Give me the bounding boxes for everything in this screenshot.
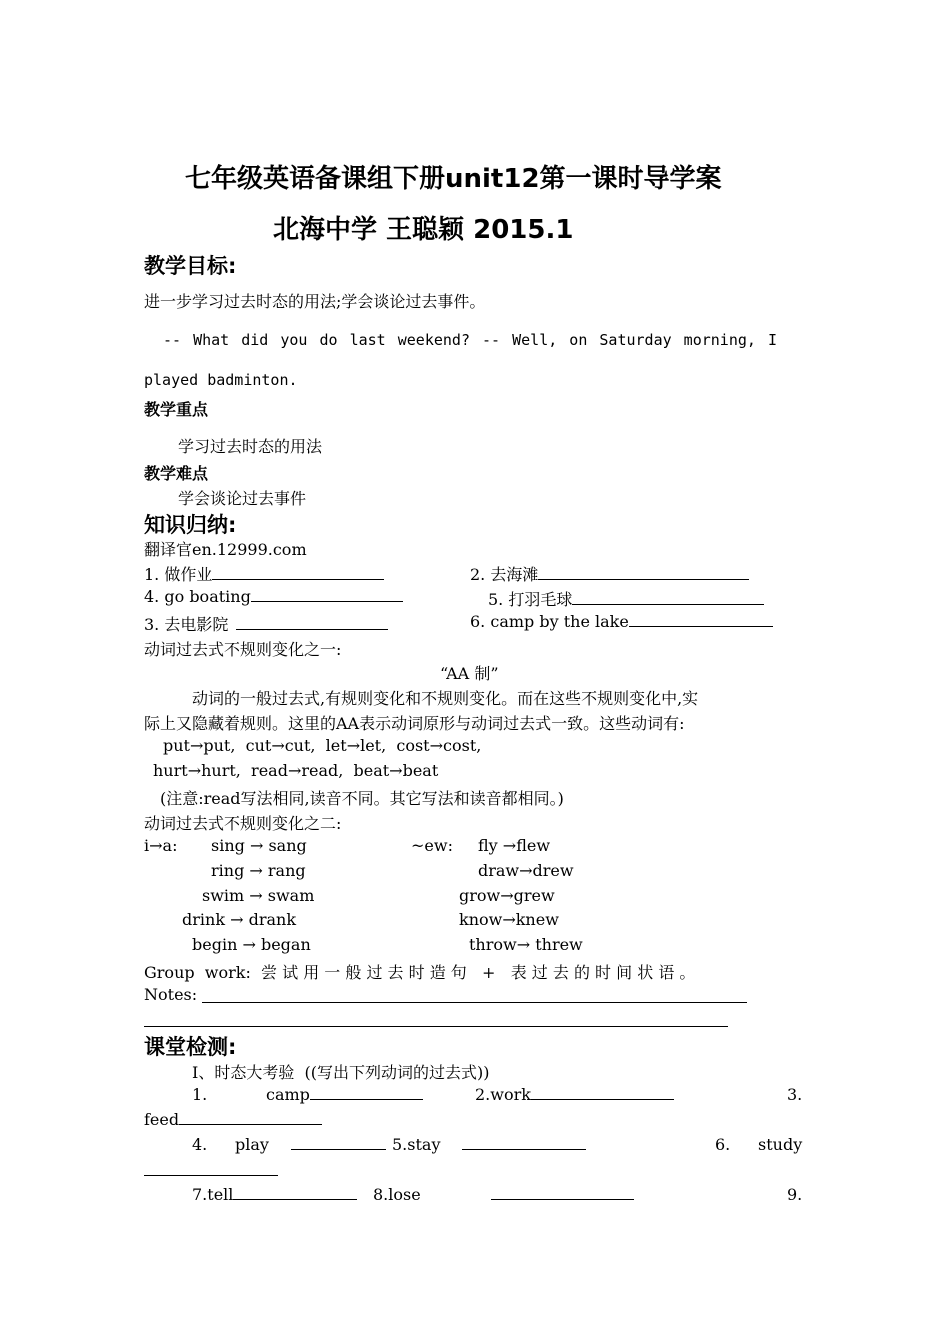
notes-line-2 bbox=[144, 1026, 728, 1027]
answer-blank bbox=[179, 1110, 322, 1125]
answer-blank bbox=[531, 1085, 674, 1100]
ia-verb: swim → swam bbox=[202, 886, 315, 905]
answer-blank bbox=[236, 615, 388, 630]
quiz-item bbox=[373, 1185, 634, 1204]
answer-blank bbox=[310, 1085, 423, 1100]
page-title: 七年级英语备课组下册unit12第一课时导学案 bbox=[185, 164, 722, 194]
difficulty-text: 学会谈论过去事件 bbox=[178, 489, 307, 508]
quiz-word: feed bbox=[144, 1110, 180, 1129]
paragraph-line-1: 动词的一般过去式,有规则变化和不规则变化。而在这些不规则变化中,实 bbox=[192, 689, 699, 708]
answer-blank bbox=[291, 1135, 386, 1150]
phrase-item bbox=[144, 612, 388, 635]
answer-blank bbox=[572, 590, 764, 605]
rule1-title: 动词过去式不规则变化之一: bbox=[144, 640, 342, 659]
quiz-item bbox=[192, 1085, 207, 1104]
quiz-number: 6. bbox=[715, 1135, 731, 1154]
rule2-title: 动词过去式不规则变化之二: bbox=[144, 814, 342, 833]
test-heading: 课堂检测: bbox=[144, 1035, 237, 1059]
quiz-number: 3. bbox=[787, 1085, 803, 1104]
quiz-number: 9. bbox=[787, 1185, 803, 1204]
answer-blank bbox=[491, 1185, 634, 1200]
phrase-label: 5. 打羽毛球 bbox=[488, 590, 573, 609]
answer-blank bbox=[462, 1135, 586, 1150]
phrase-item bbox=[144, 587, 403, 606]
quiz-item bbox=[144, 1110, 322, 1129]
answer-blank bbox=[212, 565, 384, 580]
phrase-item bbox=[470, 612, 773, 631]
phrase-label: 4. go boating bbox=[144, 587, 251, 606]
phrase-label: 2. 去海滩 bbox=[470, 565, 539, 584]
phrase-label: 6. camp by the lake bbox=[470, 612, 629, 631]
ia-label: i→a: bbox=[144, 836, 178, 855]
phrase-item bbox=[470, 562, 749, 585]
quiz-word: 8.lose bbox=[373, 1185, 421, 1204]
ia-verb: drink → drank bbox=[182, 910, 297, 929]
quiz-item bbox=[235, 1135, 386, 1154]
quiz-item bbox=[475, 1085, 674, 1104]
source-line: 翻译官en.12999.com bbox=[144, 540, 307, 559]
verb-list-2: hurt→hurt, read→read, beat→beat bbox=[153, 761, 439, 780]
notes-line-1 bbox=[202, 1002, 747, 1003]
phrase-item bbox=[144, 562, 384, 585]
quiz-item bbox=[192, 1135, 207, 1154]
ew-verb: throw→ threw bbox=[469, 935, 583, 954]
ew-verb: know→knew bbox=[459, 910, 559, 929]
goals-line-3: played badminton. bbox=[144, 371, 298, 389]
quiz-word: play bbox=[235, 1135, 269, 1154]
notes-label: Notes: bbox=[144, 985, 198, 1004]
quiz-item bbox=[787, 1185, 802, 1204]
quiz-word: camp bbox=[266, 1085, 310, 1104]
phrase-item bbox=[488, 587, 764, 610]
page-subtitle: 北海中学 王聪颖 2015.1 bbox=[273, 215, 574, 245]
difficulty-heading: 教学难点 bbox=[144, 464, 209, 483]
answer-blank bbox=[538, 565, 749, 580]
phrase-label: 3. 去电影院 bbox=[144, 615, 229, 634]
answer-blank bbox=[629, 612, 773, 627]
answer-blank bbox=[144, 1175, 278, 1176]
test-part-1: I、时态大考验 ((写出下列动词的过去式)) bbox=[192, 1063, 490, 1082]
group-work-line: Group work: 尝 试 用 一 般 过 去 时 造 句 + 表 过 去 的 时 间 状 语 。 bbox=[144, 963, 696, 982]
ia-verb: sing → sang bbox=[211, 836, 307, 855]
knowledge-heading: 知识归纳: bbox=[144, 513, 237, 537]
quiz-item bbox=[192, 1185, 357, 1204]
goals-line-2: -- What did you do last weekend? -- Well, on Saturday morning, I bbox=[163, 331, 777, 349]
goals-line-1: 进一步学习过去时态的用法;学会谈论过去事件。 bbox=[144, 292, 486, 311]
ew-verb: draw→drew bbox=[478, 861, 574, 880]
verb-list-1: put→put, cut→cut, let→let, cost→cost, bbox=[163, 736, 482, 755]
goals-heading: 教学目标: bbox=[144, 254, 237, 278]
quiz-item bbox=[758, 1135, 802, 1154]
quiz-item bbox=[715, 1135, 730, 1154]
quiz-number: 1. bbox=[192, 1085, 208, 1104]
quiz-word: 7.tell bbox=[192, 1185, 234, 1204]
quiz-word: 5.stay bbox=[392, 1135, 441, 1154]
aa-label: “AA 制” bbox=[440, 664, 499, 683]
quiz-item bbox=[392, 1135, 586, 1154]
quiz-item bbox=[266, 1085, 423, 1104]
ew-verb: fly →flew bbox=[478, 836, 551, 855]
answer-blank bbox=[233, 1185, 357, 1200]
ew-verb: grow→grew bbox=[459, 886, 555, 905]
phrase-label: 1. 做作业 bbox=[144, 565, 213, 584]
quiz-word: study bbox=[758, 1135, 803, 1154]
answer-blank bbox=[251, 587, 403, 602]
ia-verb: ring → rang bbox=[211, 861, 306, 880]
key-text: 学习过去时态的用法 bbox=[178, 437, 323, 456]
quiz-word: 2.work bbox=[475, 1085, 531, 1104]
paragraph-line-2: 际上又隐藏着规则。这里的AA表示动词原形与动词过去式一致。这些动词有: bbox=[144, 714, 685, 733]
ia-verb: begin → began bbox=[192, 935, 311, 954]
key-heading: 教学重点 bbox=[144, 400, 209, 419]
quiz-number: 4. bbox=[192, 1135, 208, 1154]
note-line: (注意:read写法相同,读音不同。其它写法和读音都相同。) bbox=[160, 789, 564, 808]
quiz-item bbox=[787, 1085, 802, 1104]
ew-label: ~ew: bbox=[411, 836, 453, 855]
